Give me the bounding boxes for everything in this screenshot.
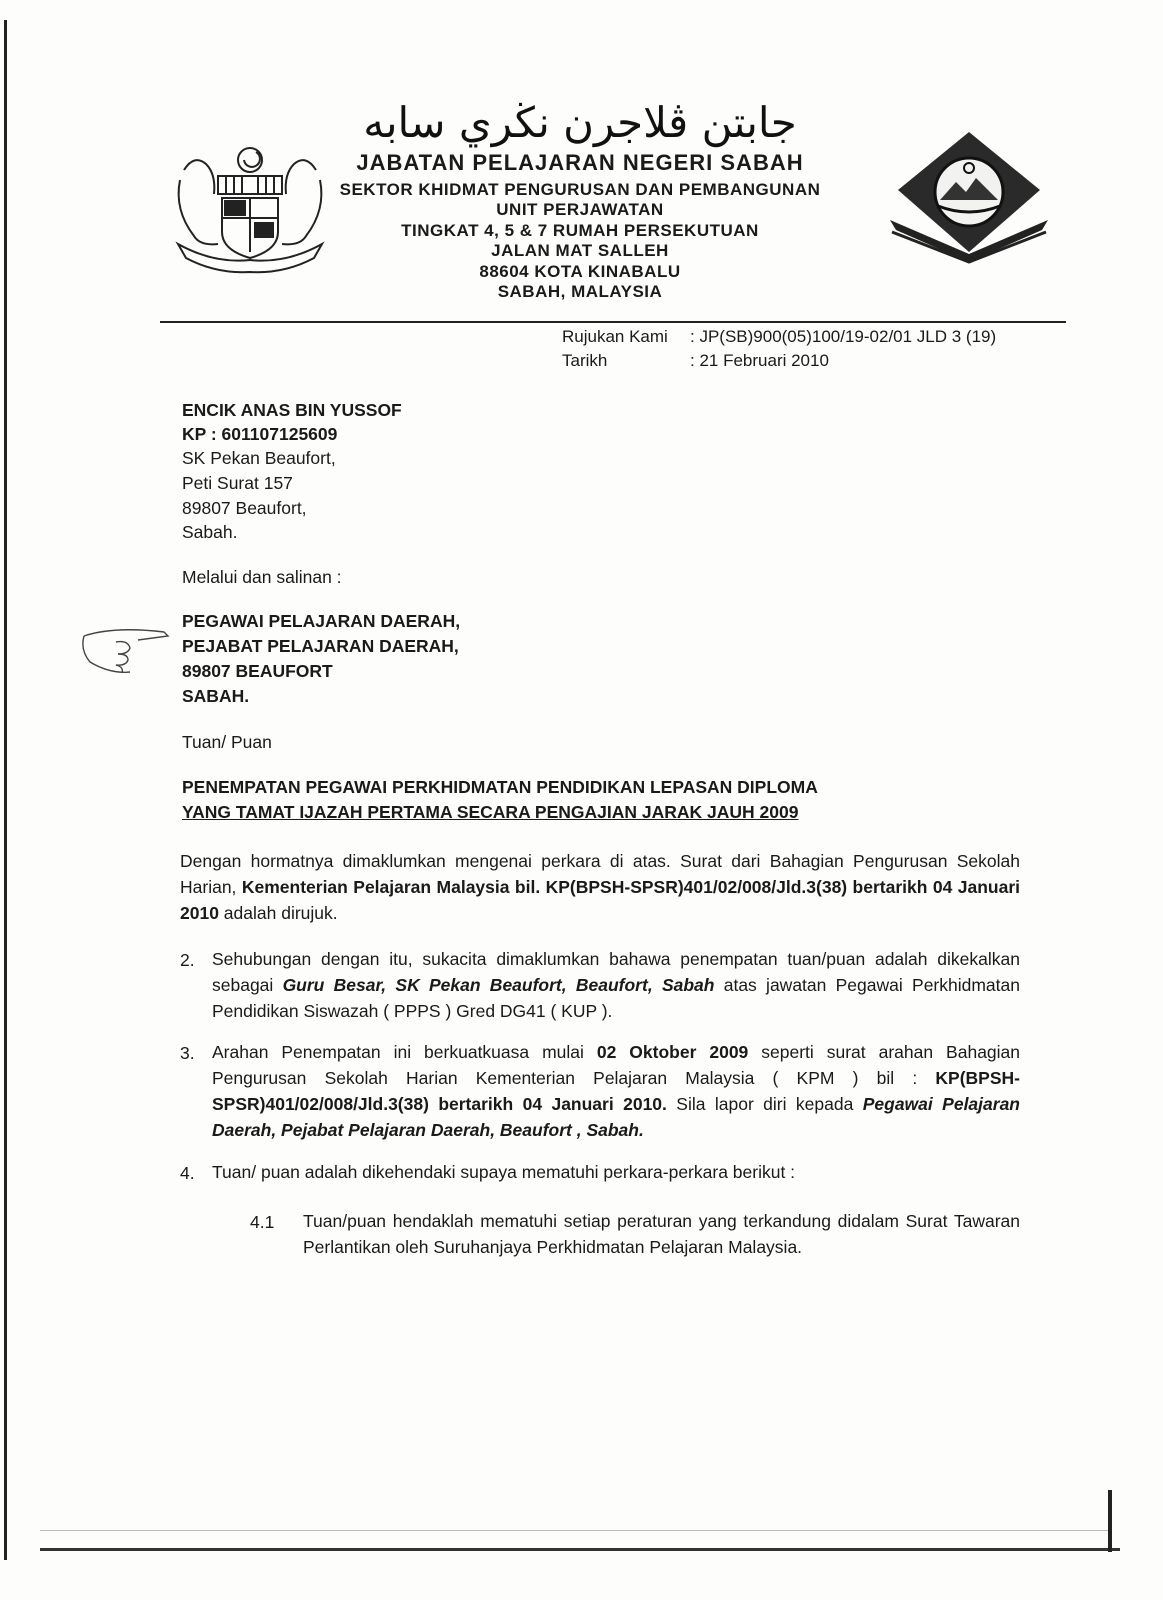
recipient-kp: KP : 601107125609 [182,424,338,444]
header-line: JALAN MAT SALLEH [491,241,669,260]
paragraph-4-1: Tuan/puan hendaklah mematuhi setiap peraturan yang terkandung didalam Surat Tawaran Perlantikan oleh Suruhanjaya Perkhidmatan Pelajaran Malaysia. [303,1211,1020,1257]
recipient-address-line: Peti Surat 157 [182,473,293,493]
paragraph-bold-italic-text: Guru Besar, SK Pekan Beaufort, Beaufort, Sabah [282,975,715,995]
paragraph-4: Tuan/ puan adalah dikehendaki supaya mematuhi perkara-perkara berikut : [212,1162,796,1182]
via-address-line: PEGAWAI PELAJARAN DAERAH, [182,611,461,631]
paragraph-bold-text: KP(BPSH-SPSR)401/02/008/Jld.3(38) bertarikh 04 Januari 2010. [212,1068,1020,1114]
hand-pointer-icon [80,622,172,678]
paragraph-text: Arahan Penempatan ini berkuatkuasa mulai [212,1042,597,1062]
date-row [562,351,829,371]
paragraph-text: Sila lapor diri kepada [666,1094,863,1114]
header-line: UNIT PERJAWATAN [496,200,664,219]
paragraph-1 [180,848,1020,926]
subject-line-1: PENEMPATAN PEGAWAI PERKHIDMATAN PENDIDIKAN LEPASAN DIPLOMA [182,777,818,797]
header-divider [160,321,1066,323]
jawi-title: جابتن ڤلاجرن نڬري سابه [363,98,797,147]
recipient-name: ENCIK ANAS BIN YUSSOF [182,400,402,420]
scan-edge-right [1108,1490,1112,1552]
recipient-address-line: SK Pekan Beaufort, [182,448,336,468]
reference-label: Rujukan Kami [562,327,668,346]
paragraph-number: 4. [180,1163,195,1183]
paragraph-number: 3. [180,1043,195,1063]
paragraph-text: adalah dirujuk. [218,903,338,923]
sub-paragraph-number: 4.1 [250,1212,275,1232]
header-line: SABAH, MALAYSIA [497,282,663,301]
paragraph-3 [212,1039,1020,1143]
department-emblem-icon [890,128,1048,268]
paragraph-text: atas jawatan Pegawai Perkhidmatan Pendidikan Siswazah ( PPPS ) Gred DG41 ( KUP ). [212,975,1020,1021]
via-address-line: SABAH. [182,686,250,706]
paragraph-2 [212,946,1020,1024]
date-value: : 21 Februari 2010 [690,351,829,370]
via-label: Melalui dan salinan : [182,567,342,587]
paragraph-bold-text: 02 Oktober 2009 [596,1042,749,1062]
recipient-address-line: 89807 Beaufort, [182,498,307,518]
paragraph-bold-italic-text: Pegawai Pelajaran Daerah, Pejabat Pelajaran Daerah, Beaufort , Sabah. [212,1094,1020,1140]
scan-edge-bottom [40,1548,1120,1551]
agency-name: JABATAN PELAJARAN NEGERI SABAH [356,150,804,175]
paragraph-text: seperti surat arahan Bahagian Pengurusan Sekolah Harian Kementerian Pelajaran Malaysia ( KPM ) bil : [212,1042,1021,1088]
reference-row [562,327,996,347]
date-label: Tarikh [562,351,608,370]
paragraph-number: 2. [180,950,195,970]
paragraph-bold-text: Kementerian Pelajaran Malaysia bil. KP(BPSH-SPSR)401/02/008/Jld.3(38) bertarikh 04 Januari 2010 [180,877,1020,923]
header-line: SEKTOR KHIDMAT PENGURUSAN DAN PEMBANGUNAN [339,180,821,199]
subject-line-2: YANG TAMAT IJAZAH PERTAMA SECARA PENGAJIAN JARAK JAUH 2009 [182,802,799,822]
via-address-line: 89807 BEAUFORT [182,661,333,681]
header-line: 88604 KOTA KINABALU [479,262,681,281]
reference-value: : JP(SB)900(05)100/19-02/01 JLD 3 (19) [690,327,997,346]
salutation: Tuan/ Puan [182,732,272,752]
paragraph-text: Sehubungan dengan itu, sukacita dimaklumkan bahawa penempatan tuan/puan adalah dikekalkan sebagai [212,949,1020,995]
scan-line [40,1530,1110,1531]
scan-edge-left [4,20,7,1560]
header-line: TINGKAT 4, 5 & 7 RUMAH PERSEKUTUAN [401,221,759,240]
recipient-address-line: Sabah. [182,522,238,542]
paragraph-text: Dengan hormatnya dimaklumkan mengenai perkara di atas. Surat dari Bahagian Pengurusan Sekolah Harian, [180,851,1020,897]
via-address-line: PEJABAT PELAJARAN DAERAH, [182,636,459,656]
